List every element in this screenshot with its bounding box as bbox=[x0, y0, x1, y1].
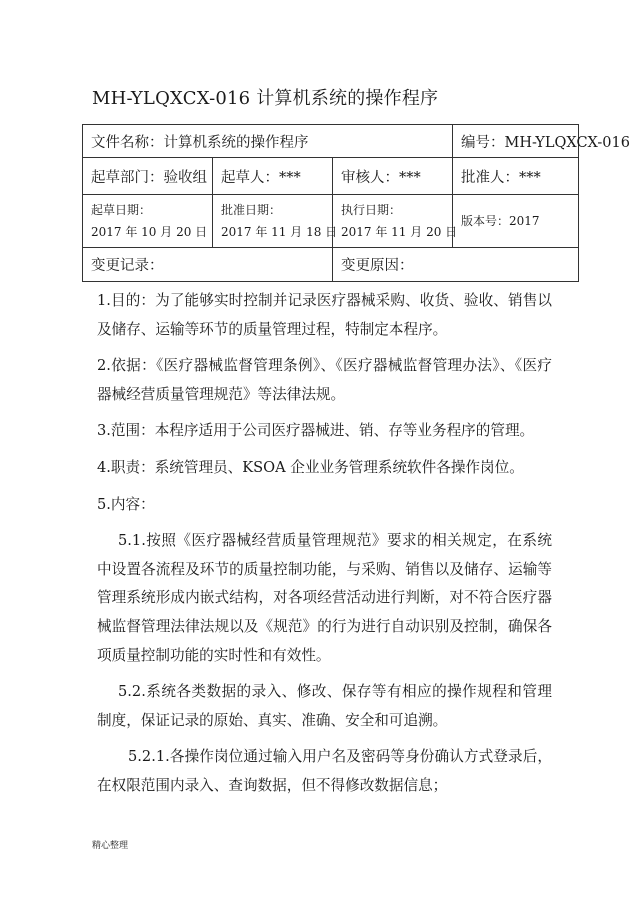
approve-date-cell bbox=[213, 195, 338, 248]
section-5-2-1: 5.2.1.各操作岗位通过输入用户名及密码等身份确认方式登录后，在权限范围内录入、查询数据，但不得修改数据信息； bbox=[97, 748, 552, 794]
section-scope: 3.范围：本程序适用于公司医疗器械进、销、存等业务程序的管理。 bbox=[97, 422, 535, 440]
draft-date-label: 起草日期： bbox=[91, 203, 152, 217]
table-row bbox=[83, 158, 579, 195]
doc-number-cell: 编号：MH-YLQXCX-016 bbox=[453, 125, 579, 158]
draft-date-cell bbox=[83, 195, 213, 248]
document-info-table bbox=[82, 124, 630, 282]
section-5-2: 5.2.系统各类数据的录入、修改、保存等有相应的操作规程和管理制度，保证记录的原始、真实、准确、安全和可追溯。 bbox=[97, 683, 552, 729]
section-basis: 2.依据：《医疗器械监督管理条例》、《医疗器械监督管理办法》、《医疗器械经营质量管理规范》等法律法规。 bbox=[97, 357, 552, 403]
table-row bbox=[83, 125, 579, 158]
version-cell: 版本号：2017 bbox=[453, 195, 579, 248]
document-body bbox=[97, 287, 552, 801]
approve-date-label: 批准日期： bbox=[221, 203, 282, 217]
draft-dept-cell: 起草部门：验收组 bbox=[83, 158, 213, 195]
approve-date-value: 2017 年 11 月 18 日 bbox=[221, 225, 338, 239]
section-purpose: 1.目的：为了能够实时控制并记录医疗器械采购、收货、验收、销售以及储存、运输等环节的质量管理过程，特制定本程序。 bbox=[97, 292, 552, 338]
approver-cell: 批准人：*** bbox=[453, 158, 579, 195]
exec-date-label: 执行日期： bbox=[341, 203, 402, 217]
document-title: MH-YLQXCX-016 计算机系统的操作程序 bbox=[92, 88, 439, 109]
section-responsibility: 4.职责：系统管理员、KSOA 企业业务管理系统软件各操作岗位。 bbox=[97, 458, 524, 476]
section-content-heading: 5.内容： bbox=[97, 495, 155, 513]
section-5-1: 5.1.按照《医疗器械经营质量管理规范》要求的相关规定，在系统中设置各流程及环节的质量控制功能，与采购、销售以及储存、运输等管理系统形成内嵌式结构，对各项经营活动进行判断，对不符合医疗器械监督管理法律法规以及《规范》的行为进行自动识别及控制，确保各项质量控制功能的实时性和有效性。 bbox=[97, 532, 552, 664]
drafter-cell: 起草人：*** bbox=[213, 158, 333, 195]
footer-note: 精心整理 bbox=[92, 841, 129, 851]
reviewer-cell: 审核人：*** bbox=[333, 158, 453, 195]
change-reason-cell: 变更原因： bbox=[333, 248, 579, 282]
exec-date-value: 2017 年 11 月 20 日 bbox=[341, 225, 458, 239]
table-row bbox=[83, 248, 579, 282]
table-row bbox=[83, 195, 579, 248]
change-record-cell: 变更记录： bbox=[83, 248, 333, 282]
exec-date-cell bbox=[333, 195, 458, 248]
draft-date-value: 2017 年 10 月 20 日 bbox=[91, 225, 208, 239]
file-name-cell: 文件名称：计算机系统的操作程序 bbox=[83, 125, 453, 158]
